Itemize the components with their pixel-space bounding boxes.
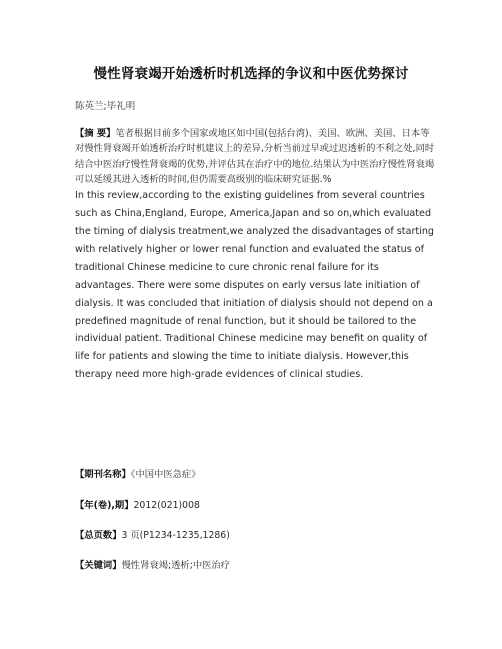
issue-label: 【年(卷),期】 bbox=[75, 500, 134, 511]
abstract-english: In this review,according to the existing guidelines from several countries such as China,England, Europe, America,Japan and so on,which evaluated the timing of dialysis treatment,we analyzed the disadvantages of starting with relatively higher or lower renal function and evaluated the status of traditional Chinese medicine to cure chronic renal failure for its advantages. There were some disputes on early versus late initiation of dialysis. It was concluded that initiation of dialysis should not depend on a predefined magnitude of renal function, but it should be tailored to the individual patient. Traditional Chinese medicine may benefit on quality of life for patients and slowing the time to initiate dialysis. However,this therapy need more high-grade evidences of clinical studies. bbox=[75, 190, 434, 381]
pages-label: 【总页数】 bbox=[75, 530, 122, 541]
issue-value: 2012(021)008 bbox=[133, 500, 200, 511]
journal-label: 【期刊名称】 bbox=[75, 469, 131, 480]
pages-value: 3 页(P1234-1235,1286) bbox=[121, 530, 230, 541]
paper-title: 慢性肾衰竭开始透析时机选择的争议和中医优势探讨 bbox=[93, 66, 409, 82]
abstract-chinese: 笔者根据目前多个国家或地区如中国(包括台湾)、美国、欧洲、美国、日本等对慢性肾衰竭开始透析治疗时机建议上的差异,分析当前过早或过迟透析的不利之处,同时结合中医治疗慢性肾衰竭的优势,并评估其在治疗中的地位.结果认为中医治疗慢性肾衰竭可以延缓其进入透析的时间,但仍需要高级别的临床研究证据.% bbox=[75, 128, 435, 185]
journal-name-row bbox=[75, 466, 201, 480]
keywords-label: 【关键词】 bbox=[75, 560, 122, 571]
keywords-value: 慢性肾衰竭;透析;中医治疗 bbox=[121, 560, 231, 571]
authors: 陈英兰;毕礼明 bbox=[75, 101, 136, 112]
journal-value: 《中国中医急症》 bbox=[130, 469, 201, 480]
keywords-row bbox=[75, 557, 230, 571]
issue-row bbox=[75, 497, 200, 511]
abstract bbox=[75, 126, 435, 384]
pages-row bbox=[75, 527, 230, 541]
abstract-label: 【摘 要】 bbox=[75, 128, 116, 139]
